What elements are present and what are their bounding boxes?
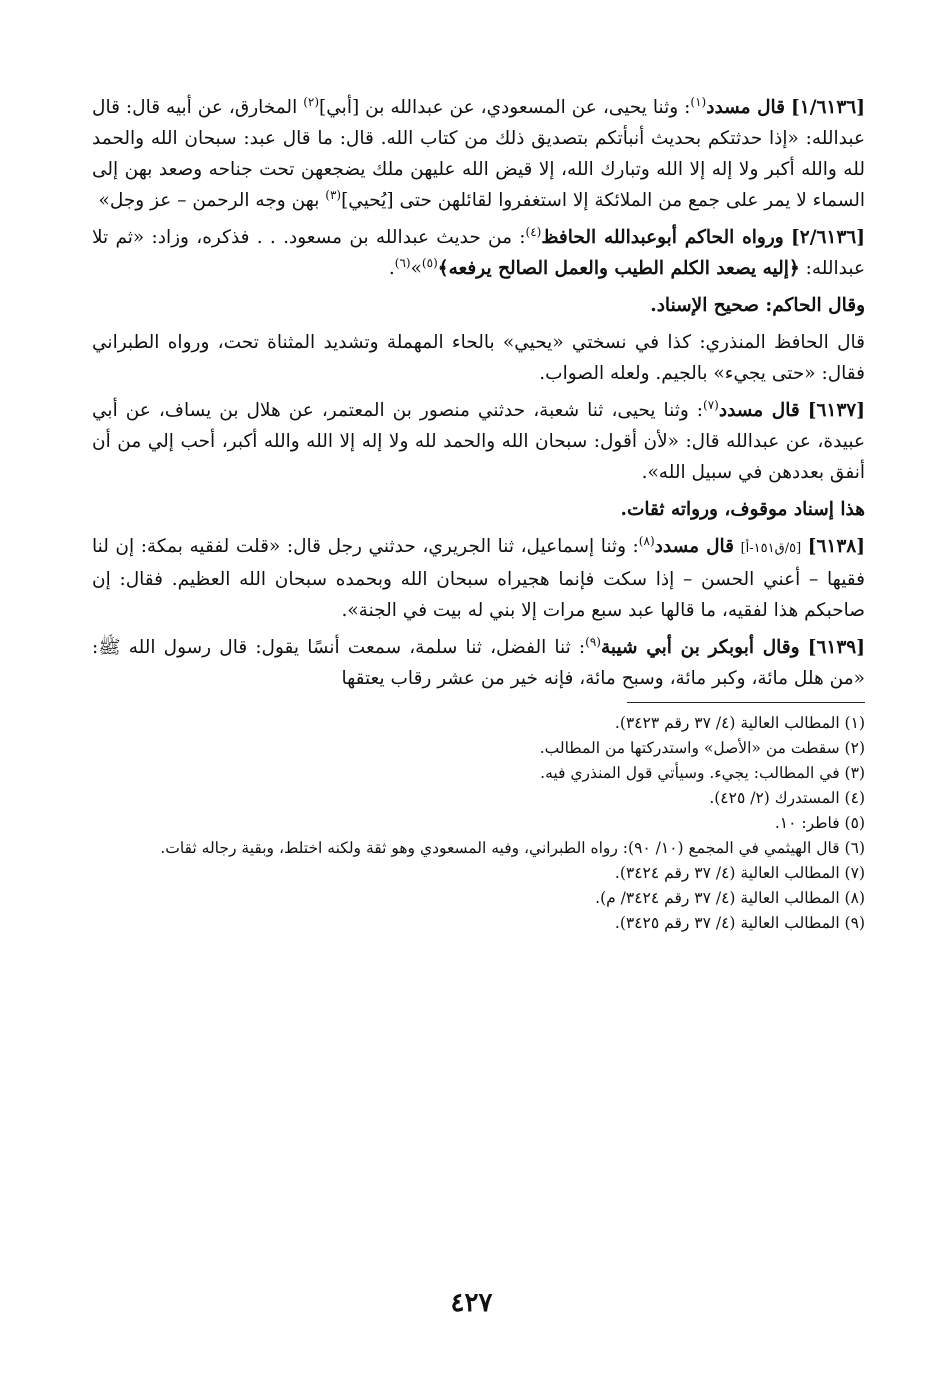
footnote: (٤) المستدرك (٢/ ٤٢٥). <box>709 789 865 807</box>
footnote-ref: (٣) <box>325 187 342 202</box>
footnote-divider <box>627 702 865 703</box>
footnote: (٨) المطالب العالية (٤/ ٣٧ رقم ٣٤٢٤/ م). <box>595 889 865 907</box>
entry-number: [٢/٦١٣٦] <box>791 227 865 248</box>
entry-lead: قال مسدد <box>718 400 800 421</box>
footnotes <box>92 711 865 936</box>
entry-6139 <box>92 632 865 694</box>
entry-lead: قال مسدد <box>706 97 786 118</box>
manuscript-page-ref: [٥/ق١٥١-أ] <box>740 541 802 556</box>
footnote-ref: (١) <box>690 94 707 109</box>
entry-number: [٦١٣٧] <box>807 400 865 421</box>
entry-text: المخارق، عن أبيه قال: قال عبدالله: «إذا حدثتكم بحديث أنبأتكم بتصديق ذلك من كتاب الله. قال: ما قال عبد: سبحان الله والحمد لله والله أكبر ولا إله إلا الله وتبارك الله، إلا قيض الله عليهن ملك يضجعهن تحت جناحه وصعد بهن إلى السماء لا يمر على جمع من الملائكة إلا استغفروا لقائلهن حتى [يُحيي] <box>92 97 865 211</box>
entry-number: [١/٦١٣٦] <box>791 97 865 118</box>
footnote-ref: (٥) <box>421 255 438 270</box>
page-body <box>92 92 865 936</box>
footnote: (٩) المطالب العالية (٤/ ٣٧ رقم ٣٤٢٥). <box>614 914 865 932</box>
entry-lead: قال مسدد <box>654 536 735 557</box>
entry-6136-2 <box>92 222 865 284</box>
footnote-ref: (٢) <box>303 94 320 109</box>
footnote: (٢) سقطت من «الأصل» واستدركتها من المطالب. <box>539 739 865 757</box>
quran-quote: ﴿إليه يصعد الكلم الطيب والعمل الصالح يرفعه﴾ <box>437 258 800 279</box>
footnote: (٦) قال الهيثمي في المجمع (١٠/ ٩٠): رواه الطبراني، وفيه المسعودي وهو ثقة ولكنه اختلط، وبقية رجاله ثقات. <box>160 839 865 857</box>
mawquf-verdict: هذا إسناد موقوف، ورواته ثقات. <box>620 499 865 520</box>
entry-text: : وثنا يحيى، ثنا شعبة، حدثني منصور بن المعتمر، عن هلال بن يساف، عن أبي عبيدة، عن عبدالله قال: «لأن أقول: سبحان الله والحمد لله ولا إله إلا الله والله أكبر، أحب إلي من أن أنفق بعددهن في سبيل الله». <box>92 400 865 483</box>
entry-6136-1 <box>92 92 865 216</box>
footnote: (١) المطالب العالية (٤/ ٣٧ رقم ٣٤٢٣). <box>614 714 865 732</box>
entry-number: [٦١٣٨] <box>807 536 865 557</box>
footnote: (٥) فاطر: ١٠. <box>774 814 865 832</box>
entry-text: : وثنا يحيى، عن المسعودي، عن عبدالله بن [أبي] <box>319 97 691 118</box>
entry-text: » <box>410 258 422 279</box>
footnote-ref: (٦) <box>394 255 411 270</box>
entry-6138 <box>92 531 865 626</box>
footnote: (٣) في المطالب: يجيء. وسيأتي قول المنذري فيه. <box>540 764 865 782</box>
entry-text: . <box>388 258 395 279</box>
footnote-ref: (٧) <box>703 397 719 412</box>
entry-text: : ثنا الفضل، ثنا سلمة، سمعت أنسًا يقول: قال رسول الله ﷺ: «من هلل مائة، وكبر مائة، وسبح مائة، فإنه خير من عشر رقاب يعتقها <box>92 637 865 689</box>
entry-lead: ورواه الحاكم أبوعبدالله الحافظ <box>541 227 784 248</box>
entry-text: بهن وجه الرحمن – عز وجل» <box>98 190 326 211</box>
footnote: (٧) المطالب العالية (٤/ ٣٧ رقم ٣٤٢٤). <box>614 864 865 882</box>
mundhiri-note: قال الحافظ المنذري: كذا في نسختي «يحيي» بالحاء المهملة وتشديد المثناة تحت، ورواه الطبراني فقال: «حتى يجيء» بالجيم. ولعله الصواب. <box>92 332 865 384</box>
hakim-verdict: وقال الحاكم: صحيح الإسناد. <box>650 295 865 316</box>
entry-text: : وثنا إسماعيل، ثنا الجريري، حدثني رجل قال: «قلت لفقيه بمكة: إن لنا فقيها – أعني الحسن – إذا سكت فإنما هجيراه سبحان الله وبحمده سبحان الله العظيم. فقال: إن صاحبكم هذا لفقيه، ما قالها عبد سبع مرات إلا بني له بيت في الجنة». <box>92 536 865 621</box>
footnote-ref: (٨) <box>638 533 655 548</box>
entry-text: : من حديث عبدالله بن مسعود. . . فذكره، وزاد: «ثم تلا عبدالله: <box>92 227 865 279</box>
footnote-ref: (٤) <box>525 224 542 239</box>
entry-lead: وقال أبوبكر بن أبي شيبة <box>600 637 800 658</box>
entry-6137 <box>92 395 865 488</box>
entry-number: [٦١٣٩] <box>807 637 865 658</box>
page-number: ٤٢٧ <box>450 1288 493 1318</box>
footnote-ref: (٩) <box>585 634 601 649</box>
